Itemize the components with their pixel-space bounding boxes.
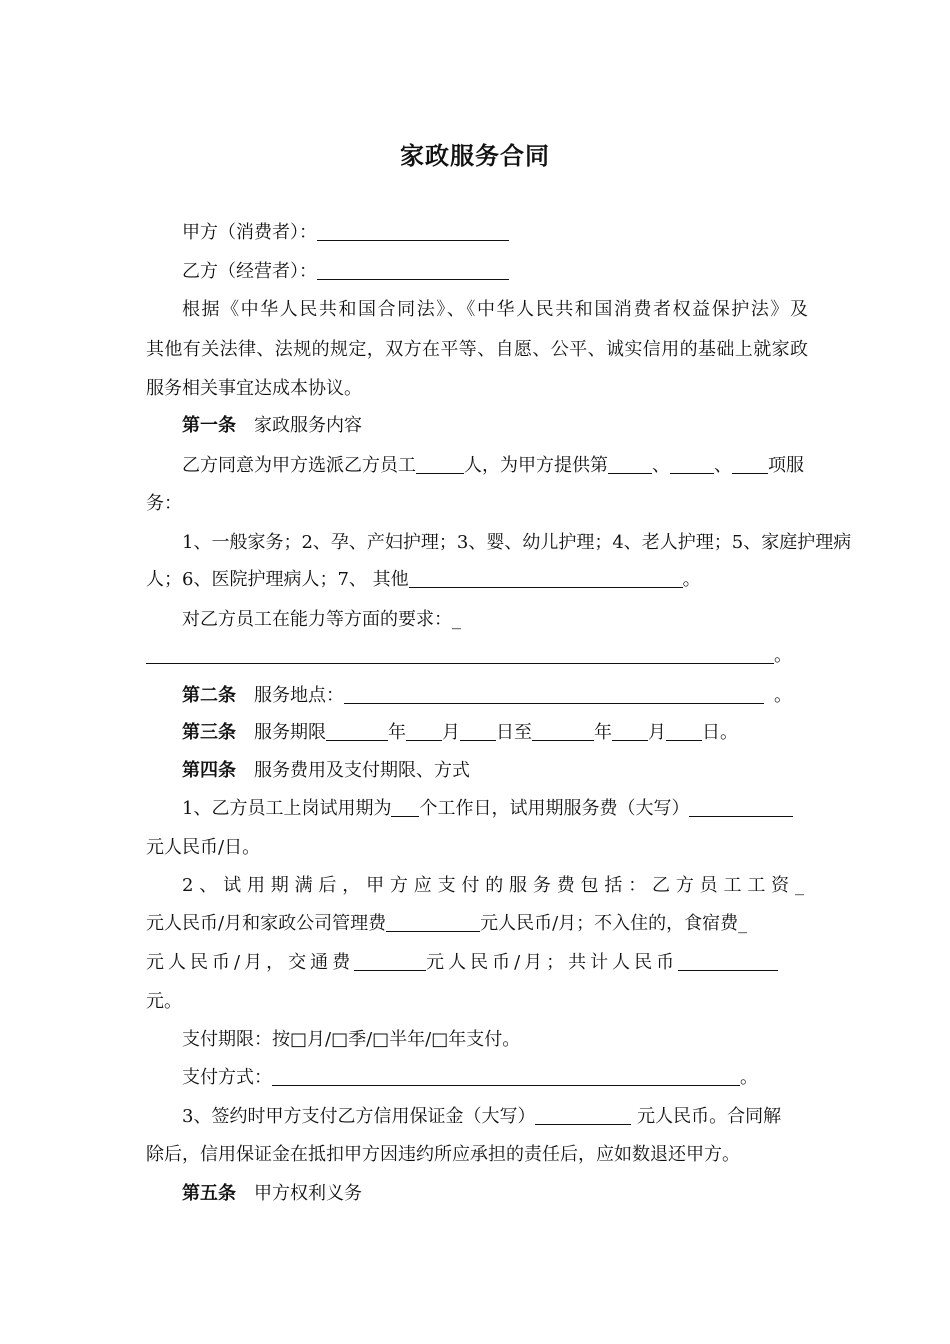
service-list-line-1: 1、一般家务；2、孕、产妇护理；3、婴、幼儿护理；4、老人护理；5、家庭护理病 xyxy=(182,532,852,553)
text: 元人民币/月和家政公司管理费 xyxy=(146,913,387,934)
article-4-label: 第四条 xyxy=(182,760,236,781)
article-1-title: 家政服务内容 xyxy=(254,415,362,436)
party-b-line xyxy=(182,259,808,285)
article-1-label: 第一条 xyxy=(182,415,236,436)
text: 乙方同意为甲方选派乙方员工 xyxy=(182,455,416,476)
payment-method-line xyxy=(182,1065,808,1091)
management-fee-blank[interactable] xyxy=(386,911,480,932)
end-year-blank[interactable] xyxy=(532,720,594,741)
text: 元人民币/月，交通费 xyxy=(146,952,355,973)
deposit-line-2: 除后，信用保证金在抵扣甲方因违约所应承担的责任后，应如数退还甲方。 xyxy=(146,1144,740,1165)
party-a-label: 甲方（消费者）： xyxy=(182,222,317,243)
party-a-blank[interactable] xyxy=(317,220,509,241)
text: 年 xyxy=(594,722,612,743)
text: 元人民币。合同解 xyxy=(631,1106,782,1127)
start-year-blank[interactable] xyxy=(326,720,388,741)
intro-line-3: 服务相关事宜达成本协议。 xyxy=(146,378,362,399)
article-5-heading xyxy=(182,1181,808,1207)
article-5-title: 甲方权利义务 xyxy=(254,1183,362,1204)
article-2 xyxy=(182,683,808,709)
article-2-label: 第二条 xyxy=(182,685,236,706)
end-day-blank[interactable] xyxy=(666,720,702,741)
payment-period-line: 支付期限：按□月/□季/□半年/□年支付。 xyxy=(182,1029,521,1050)
article-4-title: 服务费用及支付期限、方式 xyxy=(254,760,470,781)
service-item-3-blank[interactable] xyxy=(732,453,768,474)
total-fee-blank[interactable] xyxy=(678,950,778,971)
text: 。 xyxy=(740,1067,758,1088)
deposit-amount-blank[interactable] xyxy=(535,1104,631,1125)
intro-line-2: 其他有关法律、法规的规定，双方在平等、自愿、公平、诚实信用的基础上就家政 xyxy=(146,339,808,360)
text: 元人民币/月；共计人民币 xyxy=(426,952,679,973)
text: 人；6、医院护理病人；7、 其他 xyxy=(146,569,409,590)
text: 月 xyxy=(442,722,460,743)
deposit-line-1 xyxy=(182,1104,808,1130)
text: 服务期限 xyxy=(254,722,326,743)
intro-line-1: 根据《中华人民共和国合同法》、《中华人民共和国消费者权益保护法》及 xyxy=(182,299,808,320)
party-b-blank[interactable] xyxy=(317,259,509,280)
text: 个工作日，试用期服务费（大写） xyxy=(419,798,690,819)
text: 项服 xyxy=(768,455,804,476)
article-5-label: 第五条 xyxy=(182,1183,236,1204)
service-item-1-blank[interactable] xyxy=(608,453,652,474)
text: 、 xyxy=(652,455,670,476)
service-item-2-blank[interactable] xyxy=(670,453,714,474)
text: 3、签约时甲方支付乙方信用保证金（大写） xyxy=(182,1106,536,1127)
article-3-label: 第三条 xyxy=(182,722,236,743)
article-1-heading xyxy=(182,413,808,439)
transport-fee-blank[interactable] xyxy=(354,950,426,971)
text: 月 xyxy=(648,722,666,743)
end-month-blank[interactable] xyxy=(612,720,648,741)
text: 。 xyxy=(774,645,792,666)
text: 。 xyxy=(682,569,701,590)
service-list-line-2 xyxy=(146,567,808,593)
article-1-line-1 xyxy=(182,453,808,479)
article-1-line-2: 务： xyxy=(146,493,182,514)
text: 元人民币/月；不入住的，食宿费_ xyxy=(480,913,748,934)
trial-days-blank[interactable] xyxy=(391,796,419,817)
text: 1、乙方员工上岗试用期为 xyxy=(182,798,392,819)
requirements-line: 对乙方员工在能力等方面的要求：_ xyxy=(182,609,461,630)
trial-fee-blank[interactable] xyxy=(689,796,793,817)
trial-fee-unit-line: 元人民币/日。 xyxy=(146,837,261,858)
fee-line-3 xyxy=(146,950,808,976)
text: 日至 xyxy=(496,722,532,743)
staff-count-blank[interactable] xyxy=(416,453,464,474)
text: 支付方式： xyxy=(182,1067,272,1088)
article-4-heading xyxy=(182,758,808,784)
requirements-blank[interactable] xyxy=(146,643,774,664)
document-title: 家政服务合同 xyxy=(400,141,550,170)
article-3 xyxy=(182,720,808,746)
service-location-blank[interactable] xyxy=(344,683,764,704)
start-day-blank[interactable] xyxy=(460,720,496,741)
other-service-blank[interactable] xyxy=(409,567,683,588)
trial-period-line xyxy=(182,796,808,822)
payment-method-blank[interactable] xyxy=(272,1065,740,1086)
fee-line-4: 元。 xyxy=(146,991,182,1012)
text: 日。 xyxy=(702,722,738,743)
party-a-line xyxy=(182,220,808,246)
requirements-blank-line xyxy=(146,643,808,669)
text: 年 xyxy=(388,722,406,743)
fee-line-1: 2、试用期满后，甲方应支付的服务费包括：乙方员工工资_ xyxy=(182,875,808,896)
text: 、 xyxy=(714,455,732,476)
text: 。 xyxy=(774,685,792,706)
fee-line-2 xyxy=(146,911,808,937)
text: 服务地点： xyxy=(254,685,344,706)
text: 人，为甲方提供第 xyxy=(464,455,608,476)
party-b-label: 乙方（经营者）： xyxy=(182,261,317,282)
start-month-blank[interactable] xyxy=(406,720,442,741)
